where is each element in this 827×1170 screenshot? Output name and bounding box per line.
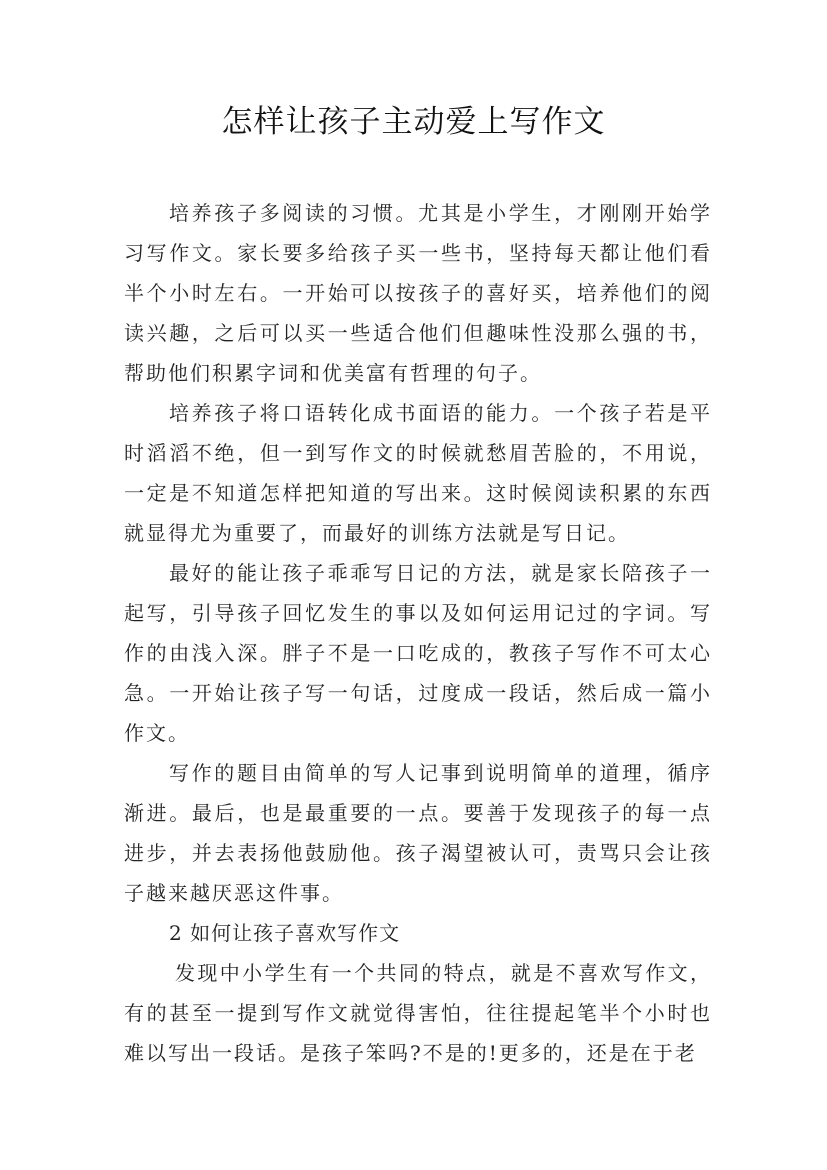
paragraph-3: 最好的能让孩子乖乖写日记的方法，就是家长陪孩子一起写，引导孩子回忆发生的事以及如何运用记过的字词。写作的由浅入深。胖子不是一口吃成的，教孩子写作不可太心急。一开始让孩子写一句话，过度成一段话，然后成一篇小作文。: [124, 561, 712, 745]
section-subheading: 2 如何让孩子喜欢写作文: [169, 921, 401, 945]
paragraph-5: 发现中小学生有一个共同的特点，就是不喜欢写作文，有的甚至一提到写作文就觉得害怕，往往提起笔半个小时也难以写出一段话。是孩子笨吗?不是的!更多的，还是在于老: [124, 961, 712, 1065]
document-title: 怎样让孩子主动爱上写作文: [221, 104, 606, 140]
paragraph-2: 培养孩子将口语转化成书面语的能力。一个孩子若是平时滔滔不绝，但一到写作文的时候就愁眉苦脸的，不用说，一定是不知道怎样把知道的写出来。这时候阅读积累的东西就显得尤为重要了，而最好的训练方法就是写日记。: [124, 401, 712, 545]
paragraph-4: 写作的题目由简单的写人记事到说明简单的道理，循序渐进。最后，也是最重要的一点。要善于发现孩子的每一点进步，并去表扬他鼓励他。孩子渴望被认可，责骂只会让孩子越来越厌恶这件事。: [124, 761, 712, 905]
document-body: [124, 193, 712, 1073]
paragraph-1: 培养孩子多阅读的习惯。尤其是小学生，才刚刚开始学习写作文。家长要多给孩子买一些书，坚持每天都让他们看半个小时左右。一开始可以按孩子的喜好买，培养他们的阅读兴趣，之后可以买一些适合他们但趣味性没那么强的书，帮助他们积累字词和优美富有哲理的句子。: [124, 201, 712, 385]
